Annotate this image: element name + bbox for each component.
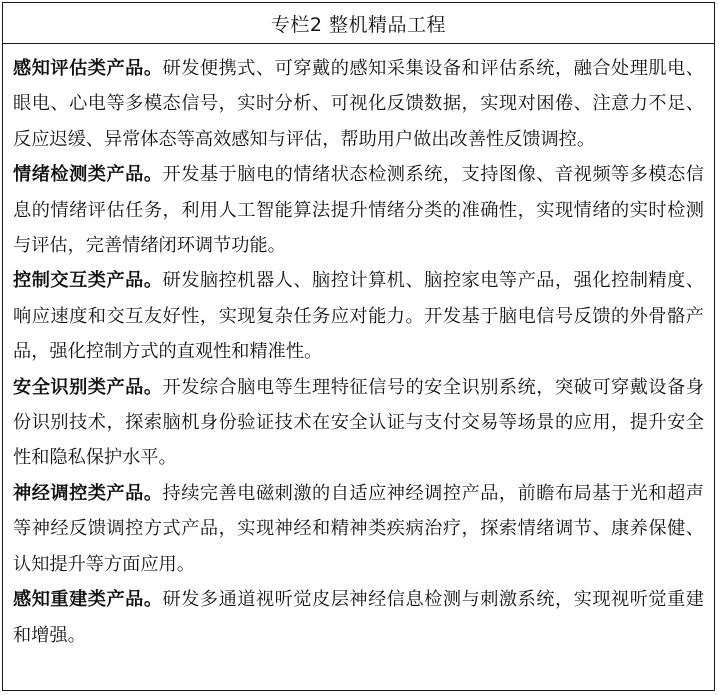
- paragraph-text: 持续完善电磁刺激的自适应神经调控产品，前瞻布局基于光和超声等神经反馈调控方式产品，实现神经和精神类疾病治疗，探索情绪调节、康养保健、认知提升等方面应用。: [13, 482, 704, 575]
- paragraph-heading: 神经调控类产品。: [13, 482, 163, 504]
- paragraph-control-interaction: [13, 263, 704, 369]
- feature-box: [2, 2, 715, 691]
- paragraph-perception-assessment: [13, 51, 704, 157]
- paragraph-emotion-detection: [13, 157, 704, 263]
- box-body: [3, 44, 714, 659]
- box-title: 专栏2 整机精品工程: [3, 3, 714, 44]
- paragraph-text: 研发脑控机器人、脑控计算机、脑控家电等产品，强化控制精度、响应速度和交互友好性，实现复杂任务应对能力。开发基于脑电信号反馈的外骨骼产品，强化控制方式的直观性和精准性。: [13, 270, 704, 363]
- paragraph-text: 研发多通道视听觉皮层神经信息检测与刺激系统，实现视听觉重建和增强。: [13, 589, 704, 646]
- paragraph-text: 开发基于脑电的情绪状态检测系统，支持图像、音视频等多模态信息的情绪评估任务，利用人工智能算法提升情绪分类的准确性，实现情绪的实时检测与评估，完善情绪闭环调节功能。: [13, 164, 704, 257]
- paragraph-text: 研发便携式、可穿戴的感知采集设备和评估系统，融合处理肌电、眼电、心电等多模态信号，实时分析、可视化反馈数据，实现对困倦、注意力不足、反应迟缓、异常体态等高效感知与评估，帮助用户做出改善性反馈调控。: [13, 58, 704, 150]
- paragraph-perception-reconstruction: [13, 582, 704, 653]
- paragraph-heading: 控制交互类产品。: [13, 270, 163, 292]
- paragraph-text: 开发综合脑电等生理特征信号的安全识别系统，突破可穿戴设备身份识别技术，探索脑机身份验证技术在安全认证与支付交易等场景的应用，提升安全性和隐私保护水平。: [13, 376, 704, 469]
- paragraph-security-identification: [13, 370, 704, 476]
- paragraph-heading: 安全识别类产品。: [13, 376, 163, 398]
- paragraph-heading: 情绪检测类产品。: [13, 164, 163, 186]
- paragraph-heading: 感知评估类产品。: [13, 58, 163, 79]
- paragraph-neuromodulation: [13, 476, 704, 582]
- paragraph-heading: 感知重建类产品。: [13, 589, 163, 611]
